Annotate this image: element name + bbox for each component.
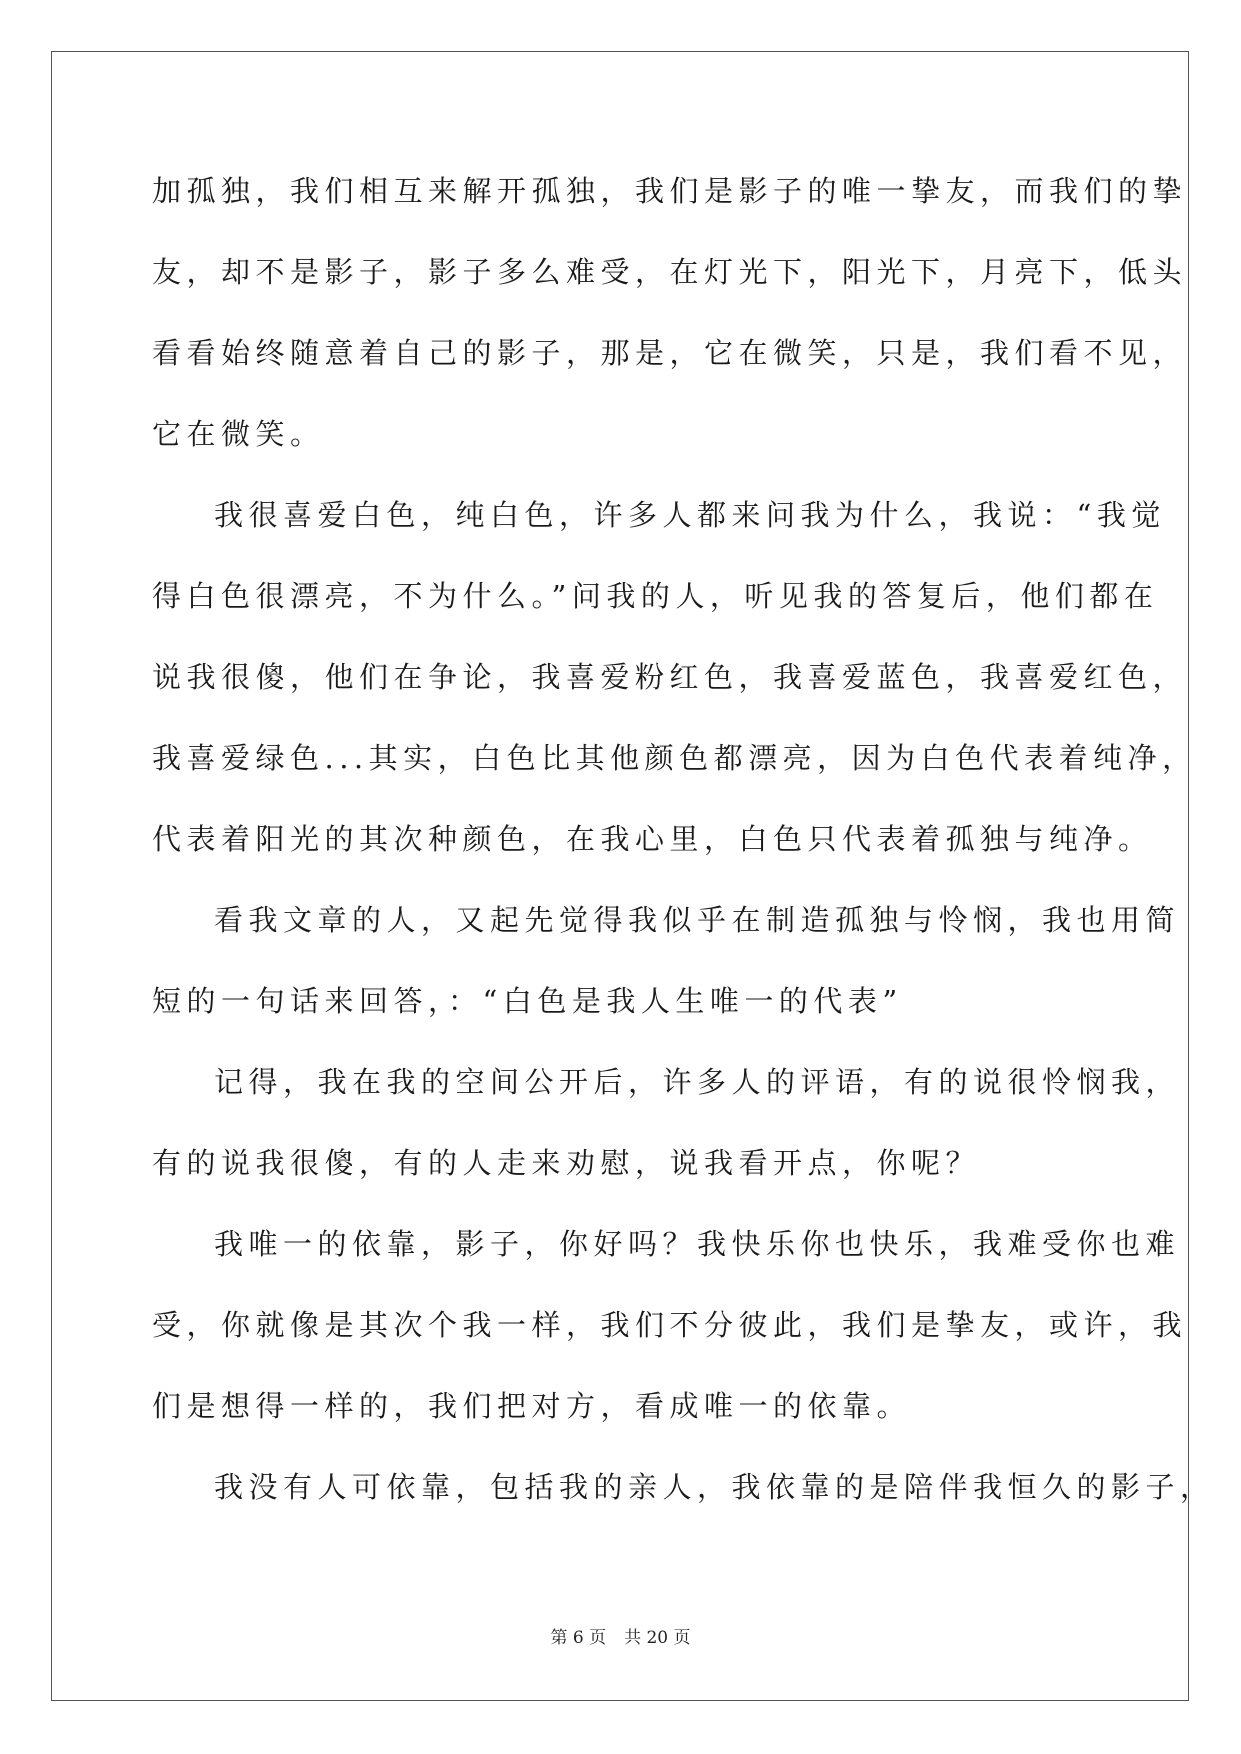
text-line: 短的一句话来回答，：“白色是我人生唯一的代表”: [152, 984, 903, 1018]
page-total: 共 20 页: [624, 1628, 691, 1648]
text-line: 看看始终随意着自己的影子，那是，它在微笑，只是，我们看不见，: [152, 336, 1188, 370]
paragraph-first-line: 看我文章的人，又起先觉得我似乎在制造孤独与怜悯，我也用简: [214, 903, 1181, 937]
text-line: 代表着阳光的其次种颜色，在我心里，白色只代表着孤独与纯净。: [152, 822, 1153, 856]
page-footer: [0, 1623, 1241, 1648]
paragraph-first-line: 我唯一的依靠，影子，你好吗？我快乐你也快乐，我难受你也难: [214, 1227, 1181, 1261]
paragraph-first-line: 我很喜爱白色，纯白色，许多人都来问我为什么，我说：“我觉: [214, 498, 1166, 532]
paragraph-first-line: 我没有人可依靠，包括我的亲人，我依靠的是陪伴我恒久的影子，: [214, 1470, 1215, 1504]
text-line: 们是想得一样的，我们把对方，看成唯一的依靠。: [152, 1389, 912, 1423]
text-line: 我喜爱绿色...其实，白色比其他颜色都漂亮，因为白色代表着纯净，: [152, 741, 1197, 775]
text-line: 说我很傻，他们在争论，我喜爱粉红色，我喜爱蓝色，我喜爱红色，: [152, 660, 1188, 694]
paragraph-first-line: 记得，我在我的空间公开后，许多人的评语，有的说很怜悯我，: [214, 1065, 1181, 1099]
text-line: 加孤独，我们相互来解开孤独，我们是影子的唯一挚友，而我们的挚: [152, 174, 1188, 208]
text-line: 受，你就像是其次个我一样，我们不分彼此，我们是挚友，或许，我: [152, 1308, 1188, 1342]
text-line: 它在微笑。: [152, 417, 325, 451]
body-text: [152, 157, 1215, 1534]
text-line: 得白色很漂亮，不为什么。”问我的人，听见我的答复后，他们都在: [152, 579, 1159, 613]
text-line: 友，却不是影子，影子多么难受，在灯光下，阳光下，月亮下，低头: [152, 255, 1188, 289]
page-number: 第 6 页: [550, 1628, 607, 1648]
text-line: 有的说我很傻，有的人走来劝慰，说我看开点，你呢？: [152, 1146, 981, 1180]
